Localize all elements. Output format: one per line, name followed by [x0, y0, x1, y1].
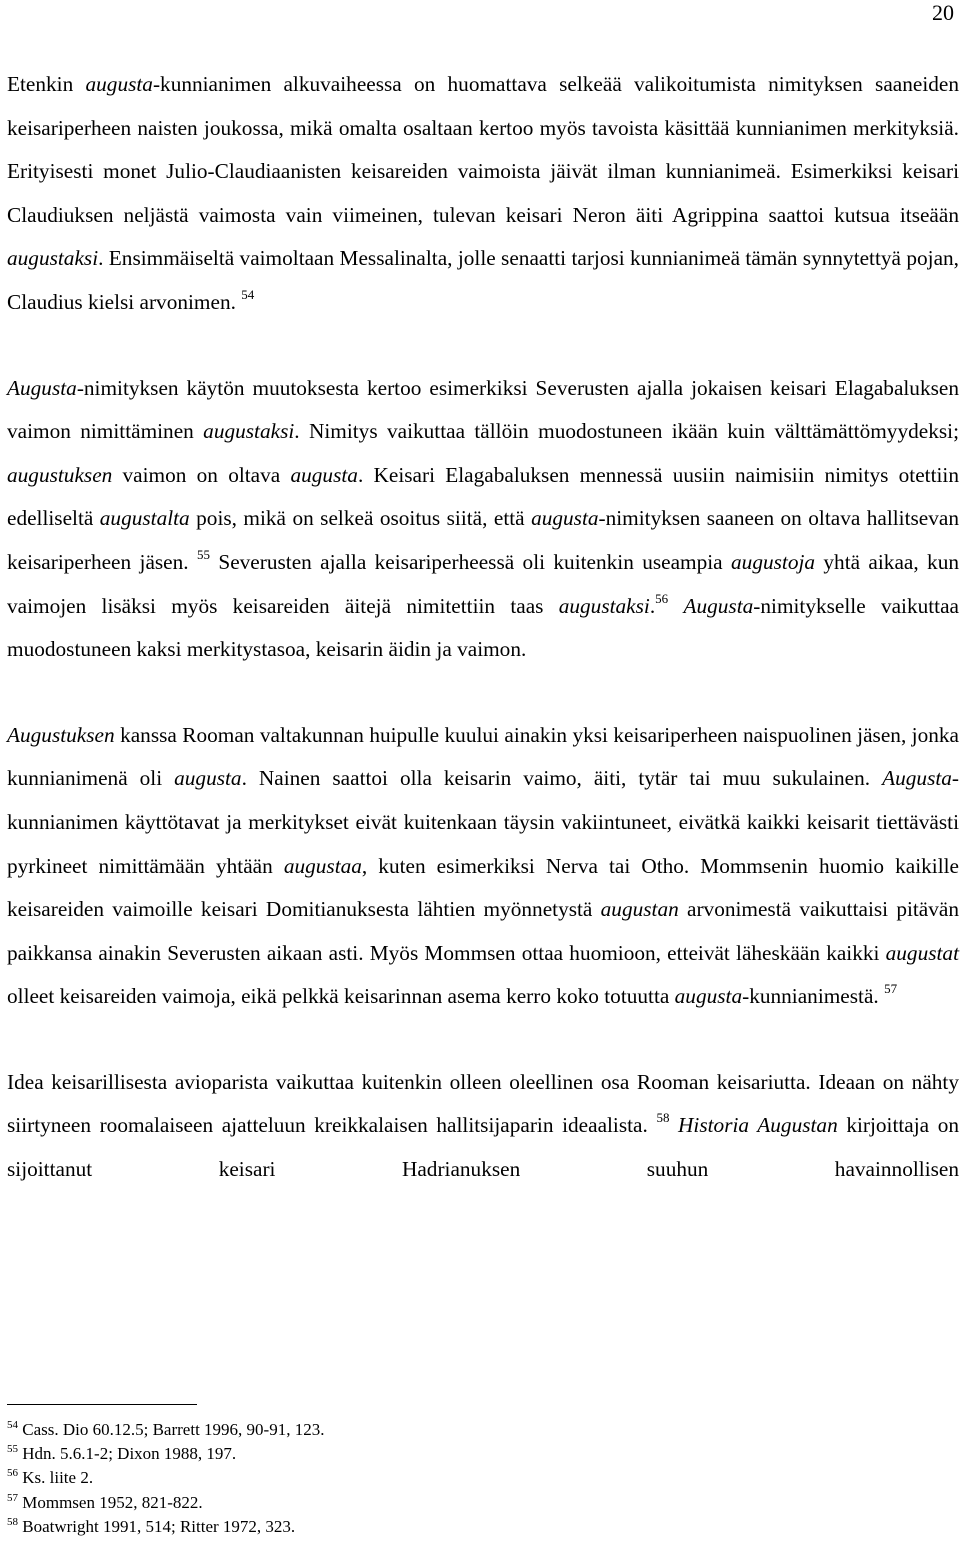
footnote-reference: 55 — [196, 546, 210, 562]
text-run: . — [649, 593, 656, 618]
footnote-54 — [7, 1418, 947, 1442]
paragraph-1 — [7, 63, 959, 325]
text-run: , kuten esimerkiksi Nerva tai Otho. Mommsenin huomio kaikille keisareiden vaimoille keisari Domitianuksesta lähtien myönnetystä — [7, 853, 960, 922]
footnote-number: 54 — [7, 1419, 18, 1431]
footnote-number: 56 — [7, 1467, 18, 1480]
paragraph-2 — [7, 367, 959, 672]
italic-term: augustaksi — [7, 246, 99, 271]
text-run: . Nainen saattoi olla keisarin vaimo, äiti, tytär tai muu sukulainen. — [241, 766, 883, 791]
italic-term: Augusta — [7, 375, 77, 400]
text-run: -kunnianimen käyttötavat ja merkitykset eivät kuitenkaan täysin vakiintuneet, eivätkä kaikki keisarit tiettävästi pyrkineet nimittämään yhtään — [7, 766, 960, 878]
text-run: -kunnianimestä. — [742, 984, 885, 1009]
text-run: . Ensimmäiseltä vaimoltaan Messalinalta, jolle senaatti tarjosi kunnianimeä tämän synnytettyä pojan, Claudius kielsi arvonimen. — [7, 246, 959, 314]
text-run: -nimitykselle vaikuttaa muodostuneen kaksi merkitystasoa, keisarin äidin ja vaimon. — [7, 593, 959, 662]
text-run — [668, 594, 683, 618]
footnote-text: Hdn. 5.6.1-2; Dixon 1988, 197. — [22, 1444, 237, 1464]
footnote-58 — [7, 1515, 947, 1539]
footnote-separator — [7, 1404, 197, 1405]
paragraph-4 — [7, 1061, 959, 1192]
text-run — [669, 1113, 678, 1137]
body-text — [7, 63, 959, 1192]
text-run: -nimityksen saaneen on oltava hallitsevan keisariperheen jäsen. — [7, 506, 960, 574]
footnote-reference: 54 — [241, 286, 255, 302]
italic-term: augustalta — [99, 506, 190, 531]
text-run: arvonimestä vaikuttaisi pitävän paikkansa ainakin Severusten aikaan asti. Myös Mommsen ottaa huomioon, etteivät läheskään kaikki — [7, 897, 960, 965]
footnote-number: 58 — [7, 1515, 18, 1528]
text-run: kirjoittaja on sijoittanut keisari Hadrianuksen suuhun havainnollisen — [7, 1113, 960, 1182]
footnotes-list — [7, 1418, 947, 1539]
italic-term: augustaksi — [203, 419, 295, 444]
italic-term: Augusta — [882, 766, 952, 791]
text-run: Severusten ajalla keisariperheessä oli kuitenkin useampia — [209, 549, 732, 574]
italic-term: Augusta — [683, 593, 754, 618]
text-run: kanssa Rooman valtakunnan huipulle kuului ainakin yksi keisariperheen naispuolinen jäsen, jonka kunnianimenä oli — [7, 722, 959, 791]
italic-term: augustaksi — [558, 593, 650, 618]
text-run: Etenkin — [7, 72, 86, 96]
footnote-number: 57 — [7, 1491, 18, 1504]
text-run: -nimityksen käytön muutoksesta kertoo esimerkiksi Severusten ajalla jokaisen keisari Elagabaluksen vaimon nimittäminen — [7, 375, 959, 444]
italic-term: Historia Augustan — [678, 1113, 838, 1138]
text-run: . Keisari Elagabaluksen mennessä uusiin naimisiin nimitys otettiin edelliseltä — [7, 462, 959, 531]
footnote-text: Mommsen 1952, 821-822. — [22, 1492, 203, 1512]
footnote-reference: 57 — [884, 981, 898, 997]
italic-term: augustat — [885, 940, 959, 965]
text-run: Idea keisarillisesta avioparista vaikuttaa kuitenkin olleen oleellinen osa Rooman keisariutta. Ideaan on nähty siirtyneen roomalaiseen ajatteluun kreikkalaisen hallitsijaparin ideaalista. — [7, 1069, 959, 1138]
footnote-text: Ks. liite 2. — [22, 1468, 94, 1488]
footnote-number: 55 — [7, 1443, 18, 1456]
italic-term: augustaa — [283, 853, 362, 878]
footnote-56 — [7, 1466, 947, 1490]
italic-term: augusta — [531, 506, 599, 531]
footnote-55 — [7, 1442, 947, 1466]
footnote-reference: 56 — [655, 590, 669, 606]
text-run: yhtä aikaa, kun vaimojen lisäksi myös keisareiden äitejä nimitettiin taas — [7, 549, 959, 618]
italic-term: augustoja — [731, 549, 816, 574]
italic-term: augustan — [600, 897, 679, 922]
paragraph-3 — [7, 714, 959, 1019]
page-number: 20 — [932, 0, 954, 25]
text-run: olleet keisareiden vaimoja, eikä pelkkä keisarinnan asema kerro koko totuutta — [7, 984, 675, 1009]
footnote-reference: 58 — [656, 1110, 670, 1126]
footnote-text: Cass. Dio 60.12.5; Barrett 1996, 90-91, 123. — [22, 1420, 325, 1439]
italic-term: augusta — [85, 72, 153, 96]
text-run: -kunnianimen alkuvaiheessa on huomattava selkeää valikoitumista nimityksen saaneiden keisariperheen naisten joukossa, mikä omalta osaltaan kertoo myös tavoista käsittää kunnianimen merkityksiä. Erityisesti monet Julio-Claudiaanisten keisareiden vaimoista jäivät ilman kunnianimeä. Esimerkiksi keisari Claudiuksen neljästä vaimosta vain viimeinen, tulevan keisari Neron äiti Agrippina saattoi kutsua itseään — [7, 72, 959, 227]
text-run: vaimon on oltava — [112, 462, 291, 487]
text-run: pois, mikä on selkeä osoitus siitä, että — [189, 506, 532, 531]
italic-term: augusta — [674, 984, 743, 1009]
italic-term: augusta — [174, 766, 242, 791]
italic-term: augusta — [290, 462, 358, 487]
italic-term: augustuksen — [7, 462, 113, 487]
italic-term: Augustuksen — [7, 722, 115, 747]
footnote-57 — [7, 1491, 947, 1515]
text-run: . Nimitys vaikuttaa tällöin muodostuneen ikään kuin välttämättömyydeksi; — [294, 419, 959, 444]
footnote-text: Boatwright 1991, 514; Ritter 1972, 323. — [22, 1516, 296, 1536]
